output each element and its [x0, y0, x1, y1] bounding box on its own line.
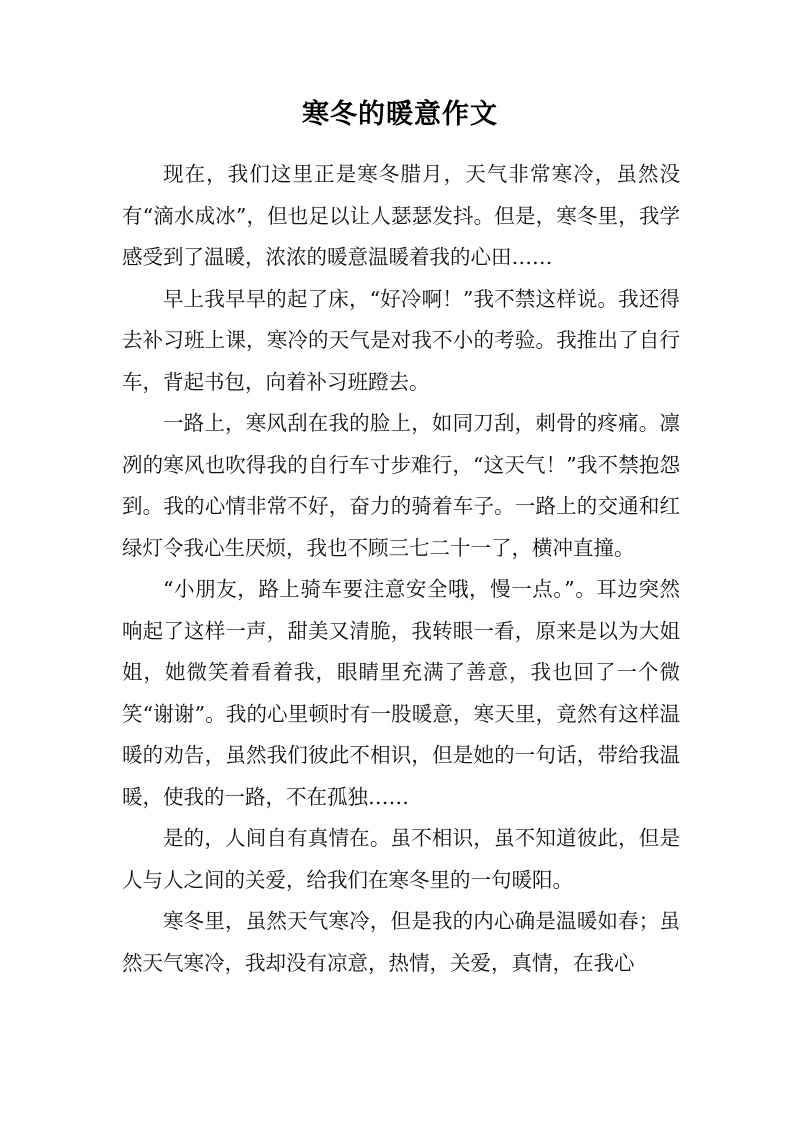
paragraph-3: 一路上，寒风刮在我的脸上，如同刀刮，刺骨的疼痛。凛冽的寒风也吹得我的自行车寸步难行，“这天气！”我不禁抱怨到。我的心情非常不好，奋力的骑着车子。一路上的交通和红绿灯令我心生厌烦，我也不顾三七二十一了，横冲直撞。 — [122, 411, 680, 560]
paragraph-1: 现在，我们这里正是寒冬腊月，天气非常寒冷，虽然没有“滴水成冰”，但也足以让人瑟瑟发抖。但是，寒冬里，我学感受到了温暖，浓浓的暖意温暖着我的心田…… — [122, 162, 680, 269]
paragraph-5: 是的，人间自有真情在。虽不相识，虽不知道彼此，但是人与人之间的关爱，给我们在寒冬里的一句暖阳。 — [122, 826, 680, 892]
document-title: 寒冬的暖意作文 — [302, 99, 498, 130]
document-body — [122, 154, 680, 984]
paragraph-2: 早上我早早的起了床，“好冷啊！”我不禁这样说。我还得去补习班上课，寒冷的天气是对我不小的考验。我推出了自行车，背起书包，向着补习班蹬去。 — [122, 286, 680, 394]
paragraph-6: 寒冬里，虽然天气寒冷，但是我的内心确是温暖如春；虽然天气寒冷，我却没有凉意，热情，关爱，真情，在我心 — [122, 909, 680, 975]
paragraph-4: “小朋友，路上骑车要注意安全哦，慢一点。”。耳边突然响起了这样一声，甜美又清脆，我转眼一看，原来是以为大姐姐，她微笑着看着我，眼睛里充满了善意，我也回了一个微笑“谢谢”。我的心里顿时有一股暖意，寒天里，竟然有这样温暖的劝告，虽然我们彼此不相识，但是她的一句话，带给我温暖，使我的一路，不在孤独…… — [122, 577, 680, 809]
